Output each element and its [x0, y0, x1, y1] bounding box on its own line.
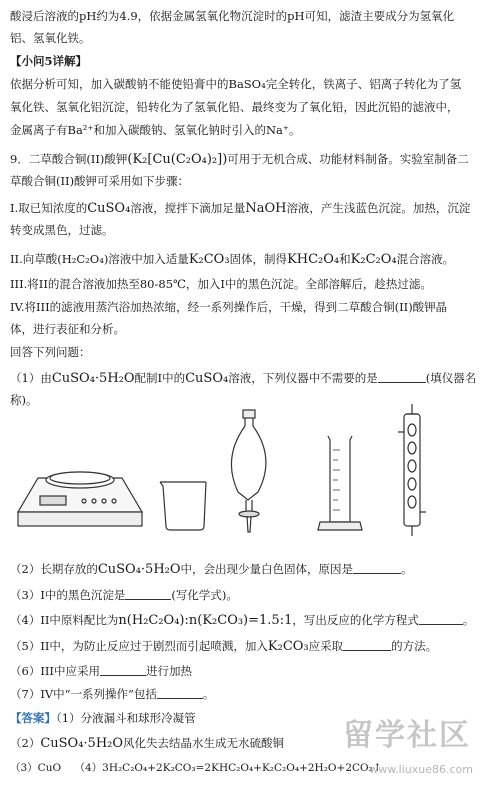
- formula: CuSO₄: [87, 201, 131, 216]
- text: ，写出反应的化学方程式: [292, 613, 419, 627]
- formula: CuSO₄·5H₂O: [51, 371, 135, 386]
- formula: K₂CO₃: [267, 639, 309, 654]
- watermark-text: 留学社区: [343, 718, 471, 753]
- text-line: 依据分析可知，加入碳酸钠不能使铅膏中的BaSO₄完全转化，铁离子、铝离子转化为了氢: [10, 77, 462, 91]
- answer-blank: [419, 613, 463, 625]
- lab-instruments-figure: [0, 400, 485, 540]
- text: 进行加热: [145, 664, 192, 678]
- text: 混合溶液。: [396, 252, 455, 266]
- part-3: [10, 587, 477, 603]
- formula: CuSO₄: [185, 371, 229, 386]
- text-line: 氧化铁、氢氧化铝沉淀，铅转化为了氢氧化铅、最终变为了氧化铅，因此沉铅的滤液中，: [10, 100, 459, 114]
- text: （2）长期存放的: [10, 562, 98, 576]
- text: 固体，制得: [229, 252, 288, 266]
- text: 。: [401, 562, 413, 576]
- step-1: [10, 200, 477, 217]
- text-line: 草酸合铜(II)酸钾可采用如下步骤：: [10, 174, 190, 188]
- text: 溶液，搅拌下滴加足量: [130, 201, 246, 215]
- answer-blank: [125, 588, 171, 600]
- text: I.取已知浓度的: [10, 201, 88, 215]
- text-line: 称)。: [10, 393, 38, 407]
- part-7: [10, 686, 477, 702]
- text: （3）CuO: [10, 762, 62, 774]
- watermark-logo: [301, 718, 481, 784]
- bulb-condenser-icon: [398, 404, 426, 536]
- text-line: 转变成黑色，过滤。: [10, 223, 114, 237]
- text: 和: [339, 252, 351, 266]
- text: 应采取: [308, 639, 344, 653]
- text-line: 酸浸后溶液的pH约为4.9，依据金属氢氧化物沉淀时的pH可知，滤渣主要成分为氢氧化: [10, 9, 455, 23]
- text: （6）III中应采用: [10, 664, 100, 678]
- question-9-intro: [10, 151, 477, 168]
- part-1: [10, 370, 477, 387]
- answer-blank: [353, 562, 401, 574]
- separatory-funnel-icon: [231, 410, 265, 532]
- text: 溶液，下列仪器中不需要的是: [228, 371, 378, 385]
- beaker-icon: [160, 482, 206, 530]
- part-4: [10, 612, 477, 629]
- text: 的方法。: [391, 639, 438, 653]
- text: (填仪器名: [425, 371, 477, 385]
- text: （2）: [10, 736, 41, 750]
- text: （1）由: [10, 371, 52, 385]
- formula: KHC₂O₄: [287, 252, 340, 267]
- answer-blank: [343, 639, 391, 651]
- part-2: [10, 561, 477, 578]
- text: （4）II中原料配比为: [10, 613, 119, 627]
- formula: (K₂[Cu(C₂O₄)₂]): [127, 152, 228, 167]
- graduated-cylinder-icon: [318, 436, 362, 530]
- text-line: 体，进行表征和分析。: [10, 322, 125, 336]
- text: （4）3H₂C₂O₄+2K₂CO₃=2KHC₂O₄+K₂C₂O₄+2H₂O+2CO₂↑: [74, 762, 382, 774]
- text: （1）分液漏斗和球形冷凝管: [56, 711, 196, 725]
- text-line: 铝、氢氧化铁。: [10, 31, 91, 45]
- text: （3）I中的黑色沉淀是: [10, 588, 126, 602]
- text: 配制I中的: [134, 371, 186, 385]
- formula: K₂C₂O₄: [350, 252, 397, 267]
- text: 风化失去结晶水生成无水硫酸铜: [123, 736, 285, 750]
- answer-blank: [100, 664, 146, 676]
- formula: NaOH: [245, 201, 287, 216]
- step-4: IV.将III的滤液用蒸汽浴加热浓缩，经一系列操作后，干燥，得到二草酸合铜(II)酸钾晶: [10, 300, 448, 314]
- step-3: III.将II的混合溶液加热至80-85℃，加入I中的黑色沉淀。全部溶解后，趁热过滤。: [10, 277, 432, 291]
- text: （5）II中，为防止反应过于剧烈而引起喷溅，加入: [10, 639, 268, 653]
- formula: n(H₂C₂O₄):n(K₂CO₃)=1.5:1: [118, 613, 293, 628]
- formula: CuSO₄·5H₂O: [97, 562, 181, 577]
- answer-label: 【答案】: [10, 711, 56, 725]
- part-5: [10, 638, 477, 655]
- answer-blank: [378, 371, 426, 383]
- text: 可用于无机合成、功能材料制备。实验室制备二: [227, 152, 469, 166]
- step-2: [10, 251, 477, 268]
- text-line: 金属离子有Ba²⁺和加入碳酸钠、氢氧化钠时引入的Na⁺。: [10, 123, 301, 137]
- section-heading: 【小问5详解】: [10, 54, 88, 68]
- text: (写化学式)。: [171, 588, 238, 602]
- part-6: [10, 663, 477, 679]
- answer-prompt: 回答下列问题：: [10, 345, 91, 359]
- text: 中，会出现少量白色固体，原因是: [180, 562, 354, 576]
- formula: CuSO₄·5H₂O: [40, 736, 124, 751]
- watermark-url: www.liuxue86.com: [369, 763, 473, 776]
- text: 溶液，产生浅蓝色沉淀。加热，沉淀: [286, 201, 471, 215]
- text: 9．二草酸合铜(II)酸钾: [10, 152, 128, 166]
- text: II.向草酸(H₂C₂O₄)溶液中加入适量: [10, 252, 189, 266]
- text: 。: [462, 613, 475, 627]
- electronic-balance-icon: [18, 472, 142, 526]
- text: （7）IV中“一系列操作”包括: [10, 687, 157, 701]
- formula: K₂CO₃: [188, 252, 230, 267]
- answer-blank: [157, 687, 203, 699]
- text: 。: [202, 687, 215, 701]
